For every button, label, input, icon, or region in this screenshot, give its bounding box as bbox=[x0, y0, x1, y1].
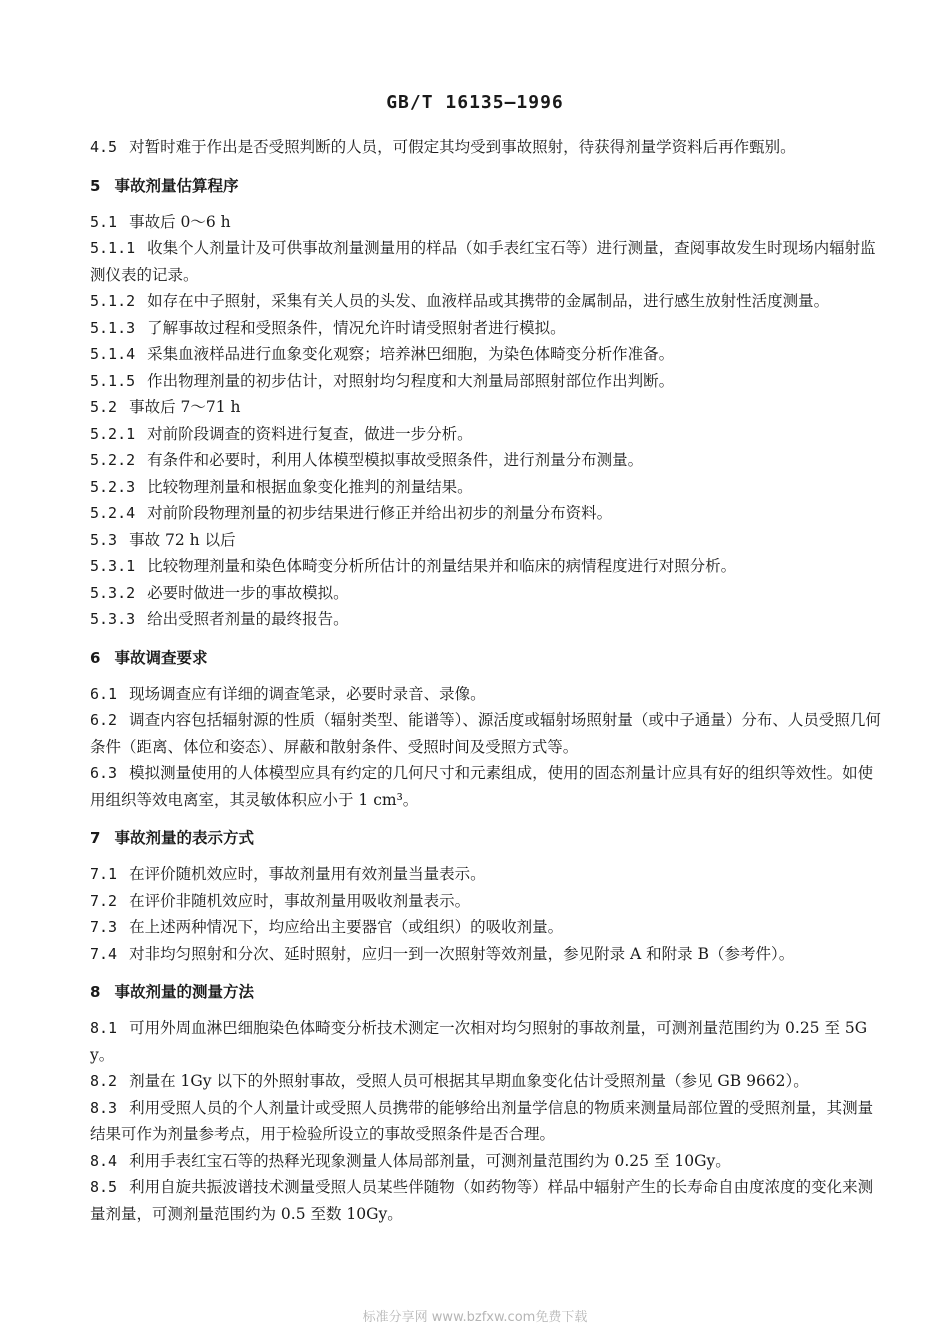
clause-text: 事故后 7～71 h bbox=[129, 398, 241, 416]
clause-number: 8.3 bbox=[90, 1098, 118, 1117]
clause-number: 5.2.4 bbox=[90, 504, 136, 522]
clause-text: 给出受照者剂量的最终报告。 bbox=[147, 610, 349, 628]
watermark-footer: 标准分享网 www.bzfxw.com免费下载 bbox=[362, 1310, 588, 1325]
clause-text: 收集个人剂量计及可供事故剂量测量用的样品（如手表红宝石等）进行测量，查阅事故发生时现场内辐射监测仪表的记录。 bbox=[90, 239, 876, 284]
clause-paragraph bbox=[90, 447, 886, 474]
clause-number: 5.1.2 bbox=[90, 292, 136, 310]
clause-number: 6.3 bbox=[90, 764, 118, 782]
section-number: 7 bbox=[90, 829, 101, 847]
clause-number: 7.3 bbox=[90, 918, 118, 936]
clause-number: 8.1 bbox=[90, 1019, 118, 1037]
clause-number: 5.1.3 bbox=[90, 318, 136, 337]
clause-text: 剂量在 1Gy 以下的外照射事故，受照人员可根据其早期血象变化估计受照剂量（参见 GB 9662）。 bbox=[129, 1072, 809, 1090]
section-heading bbox=[90, 979, 886, 1005]
section-heading bbox=[90, 825, 886, 851]
clause-paragraph bbox=[90, 315, 886, 342]
clause-number: 6.1 bbox=[90, 684, 118, 703]
clause-text: 利用手表红宝石等的热释光现象测量人体局部剂量，可测剂量范围约为 0.25 至 10Gy。 bbox=[129, 1151, 731, 1170]
clause-number: 5.2.2 bbox=[90, 451, 136, 469]
clause-text: 调查内容包括辐射源的性质（辐射类型、能谱等）、源活度或辐射场照射量（或中子通量）分布、人员受照几何条件（距离、体位和姿态）、屏蔽和散射条件、受照时间及受照方式等。 bbox=[90, 711, 881, 756]
clause-number: 5.2 bbox=[90, 398, 118, 416]
clause-text: 对前阶段调查的资料进行复查，做进一步分析。 bbox=[147, 424, 473, 443]
clause-text: 现场调查应有详细的调查笔录，必要时录音、录像。 bbox=[129, 684, 486, 703]
clause-paragraph bbox=[90, 209, 886, 236]
clause-number: 4.5 bbox=[90, 138, 118, 156]
clause-number: 5.1 bbox=[90, 212, 118, 231]
clause-text: 模拟测量使用的人体模型应具有约定的几何尺寸和元素组成，使用的固态剂量计应具有好的组织等效性。如使用组织等效电离室，其灵敏体积应小于 1 cm³。 bbox=[90, 764, 874, 809]
clause-paragraph bbox=[90, 288, 886, 315]
clause-number: 8.4 bbox=[90, 1151, 118, 1170]
clause-number: 5.2.3 bbox=[90, 477, 136, 496]
clause-number: 8.2 bbox=[90, 1072, 118, 1090]
document-body bbox=[90, 134, 886, 1227]
clause-number: 7.4 bbox=[90, 944, 118, 963]
section-heading bbox=[90, 645, 886, 671]
clause-text: 利用自旋共振波谱技术测量受照人员某些伴随物（如药物等）样品中辐射产生的长寿命自由度浓度的变化来测量剂量，可测剂量范围约为 0.5 至数 10Gy。 bbox=[90, 1178, 874, 1223]
clause-number: 5.3.3 bbox=[90, 610, 136, 628]
clause-paragraph bbox=[90, 1068, 886, 1095]
clause-paragraph bbox=[90, 707, 886, 760]
clause-paragraph bbox=[90, 861, 886, 888]
clause-paragraph bbox=[90, 527, 886, 554]
clause-paragraph bbox=[90, 760, 886, 813]
standard-number-header: GB/T 16135—1996 bbox=[386, 92, 564, 113]
clause-number: 5.3.1 bbox=[90, 557, 136, 575]
section-number: 5 bbox=[90, 176, 101, 195]
clause-paragraph bbox=[90, 1095, 886, 1148]
clause-paragraph bbox=[90, 1015, 886, 1068]
clause-number: 7.2 bbox=[90, 891, 118, 910]
section-title: 事故剂量的测量方法 bbox=[114, 983, 254, 1001]
clause-text: 对前阶段物理剂量的初步结果进行修正并给出初步的剂量分布资料。 bbox=[147, 504, 613, 522]
clause-paragraph bbox=[90, 553, 886, 580]
clause-paragraph bbox=[90, 580, 886, 607]
clause-paragraph bbox=[90, 368, 886, 395]
clause-paragraph bbox=[90, 421, 886, 448]
clause-paragraph bbox=[90, 606, 886, 633]
clause-text: 利用受照人员的个人剂量计或受照人员携带的能够给出剂量学信息的物质来测量局部位置的受照剂量，其测量结果可作为剂量参考点，用于检验所设立的事故受照条件是否合理。 bbox=[90, 1098, 874, 1143]
clause-text: 有条件和必要时，利用人体模型模拟事故受照条件，进行剂量分布测量。 bbox=[147, 451, 644, 469]
section-title: 事故调查要求 bbox=[114, 648, 208, 667]
clause-text: 可用外周血淋巴细胞染色体畸变分析技术测定一次相对均匀照射的事故剂量，可测剂量范围约为 0.25 至 5Gy。 bbox=[90, 1019, 868, 1064]
clause-text: 作出物理剂量的初步估计，对照射均匀程度和大剂量局部照射部位作出判断。 bbox=[147, 371, 675, 390]
clause-number: 6.2 bbox=[90, 711, 118, 729]
clause-text: 比较物理剂量和染色体畸变分析所估计的剂量结果并和临床的病情程度进行对照分析。 bbox=[147, 557, 737, 575]
section-title: 事故剂量估算程序 bbox=[114, 176, 239, 195]
clause-number: 5.1.1 bbox=[90, 239, 136, 257]
clause-number: 7.1 bbox=[90, 865, 118, 883]
clause-text: 事故后 0～6 h bbox=[129, 212, 231, 231]
clause-text: 比较物理剂量和根据血象变化推判的剂量结果。 bbox=[147, 477, 473, 496]
clause-text: 在评价随机效应时，事故剂量用有效剂量当量表示。 bbox=[129, 865, 486, 883]
clause-number: 5.3 bbox=[90, 530, 118, 549]
clause-paragraph bbox=[90, 394, 886, 421]
clause-number: 8.5 bbox=[90, 1178, 118, 1196]
clause-paragraph bbox=[90, 888, 886, 915]
clause-paragraph bbox=[90, 941, 886, 968]
clause-paragraph bbox=[90, 474, 886, 501]
clause-paragraph bbox=[90, 235, 886, 288]
clause-text: 采集血液样品进行血象变化观察；培养淋巴细胞，为染色体畸变分析作准备。 bbox=[147, 345, 675, 363]
clause-paragraph bbox=[90, 1174, 886, 1227]
section-title: 事故剂量的表示方式 bbox=[114, 829, 254, 847]
clause-paragraph bbox=[90, 341, 886, 368]
clause-paragraph bbox=[90, 914, 886, 941]
clause-paragraph bbox=[90, 1148, 886, 1175]
clause-text: 了解事故过程和受照条件，情况允许时请受照射者进行模拟。 bbox=[147, 318, 566, 337]
clause-number: 5.1.5 bbox=[90, 371, 136, 390]
clause-number: 5.3.2 bbox=[90, 583, 136, 602]
clause-text: 在上述两种情况下，均应给出主要器官（或组织）的吸收剂量。 bbox=[129, 918, 564, 936]
clause-paragraph bbox=[90, 500, 886, 527]
clause-text: 事故 72 h 以后 bbox=[129, 530, 236, 549]
section-number: 6 bbox=[90, 648, 101, 667]
section-heading bbox=[90, 173, 886, 199]
section-number: 8 bbox=[90, 983, 101, 1001]
clause-text: 在评价非随机效应时，事故剂量用吸收剂量表示。 bbox=[129, 891, 471, 910]
clause-text: 对暂时难于作出是否受照判断的人员，可假定其均受到事故照射，待获得剂量学资料后再作甄别。 bbox=[129, 138, 796, 156]
clause-number: 5.1.4 bbox=[90, 345, 136, 363]
clause-number: 5.2.1 bbox=[90, 424, 136, 443]
clause-paragraph bbox=[90, 681, 886, 708]
clause-text: 对非均匀照射和分次、延时照射，应归一到一次照射等效剂量，参见附录 A 和附录 B（参考件）。 bbox=[129, 944, 795, 963]
clause-text: 如存在中子照射，采集有关人员的头发、血液样品或其携带的金属制品，进行感生放射性活度测量。 bbox=[147, 292, 830, 310]
clause-text: 必要时做进一步的事故模拟。 bbox=[147, 583, 349, 602]
clause-paragraph bbox=[90, 134, 886, 161]
